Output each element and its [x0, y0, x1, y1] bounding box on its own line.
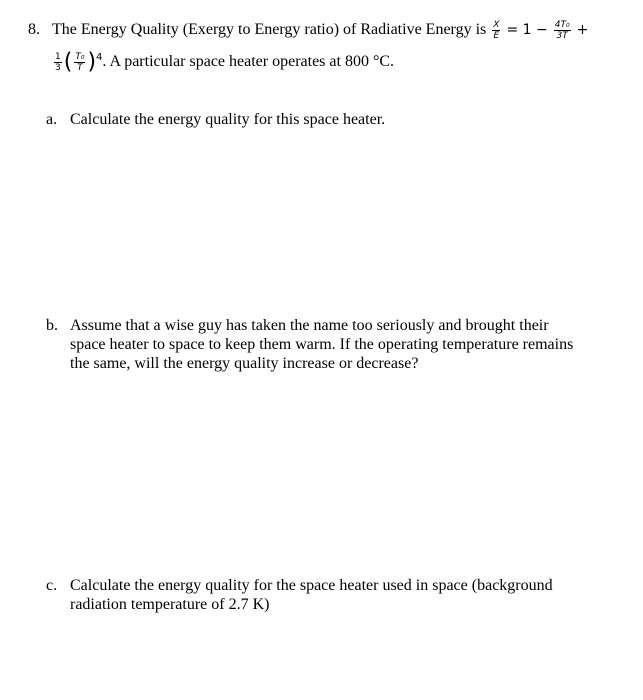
- part-text: Assume that a wise guy has taken the name too seriously and brought their space heater to space to keep them warm. If the operating temperature remains the same, will the energy quality increase or decrease?: [70, 317, 574, 372]
- part-letter: b.: [46, 317, 58, 334]
- fraction-denominator: 3: [55, 63, 61, 73]
- exponent: 4: [96, 52, 103, 63]
- problem-statement-line-2: [52, 49, 395, 75]
- fraction-denominator: E: [493, 31, 500, 41]
- part-text: Calculate the energy quality for the space heater used in space (background radiation temperature of 2.7 K): [70, 577, 553, 613]
- intro-text: The Energy Quality (Exergy to Energy ratio) of Radiative Energy is: [52, 21, 487, 39]
- part-text: Calculate the energy quality for this space heater.: [70, 111, 386, 128]
- part-a: [46, 110, 586, 129]
- plus-sign: +: [576, 22, 589, 39]
- part-letter: c.: [46, 577, 58, 594]
- after-formula-text: . A particular space heater operates at 800 °C.: [102, 53, 395, 71]
- fraction-numerator: X: [493, 20, 500, 30]
- fraction-t0-over-t: [74, 52, 85, 73]
- fraction-denominator: 3T: [556, 31, 568, 41]
- question-number: 8.: [28, 21, 40, 39]
- fraction-numerator: 4T₀: [554, 20, 570, 30]
- fraction-one-third: [54, 52, 62, 73]
- fraction-4t0-over-3t: [554, 20, 571, 41]
- part-c: [46, 576, 586, 614]
- problem-statement-line-1: [28, 20, 588, 41]
- equals-one-minus: = 1 −: [506, 22, 548, 39]
- fraction-numerator: T₀: [75, 52, 85, 62]
- right-paren: ): [87, 49, 97, 75]
- left-paren: (: [63, 49, 73, 75]
- part-letter: a.: [46, 111, 58, 128]
- fraction-denominator: T: [77, 63, 83, 73]
- fraction-numerator: 1: [55, 52, 61, 62]
- fraction-x-over-e: [492, 20, 500, 41]
- part-b: [46, 316, 586, 373]
